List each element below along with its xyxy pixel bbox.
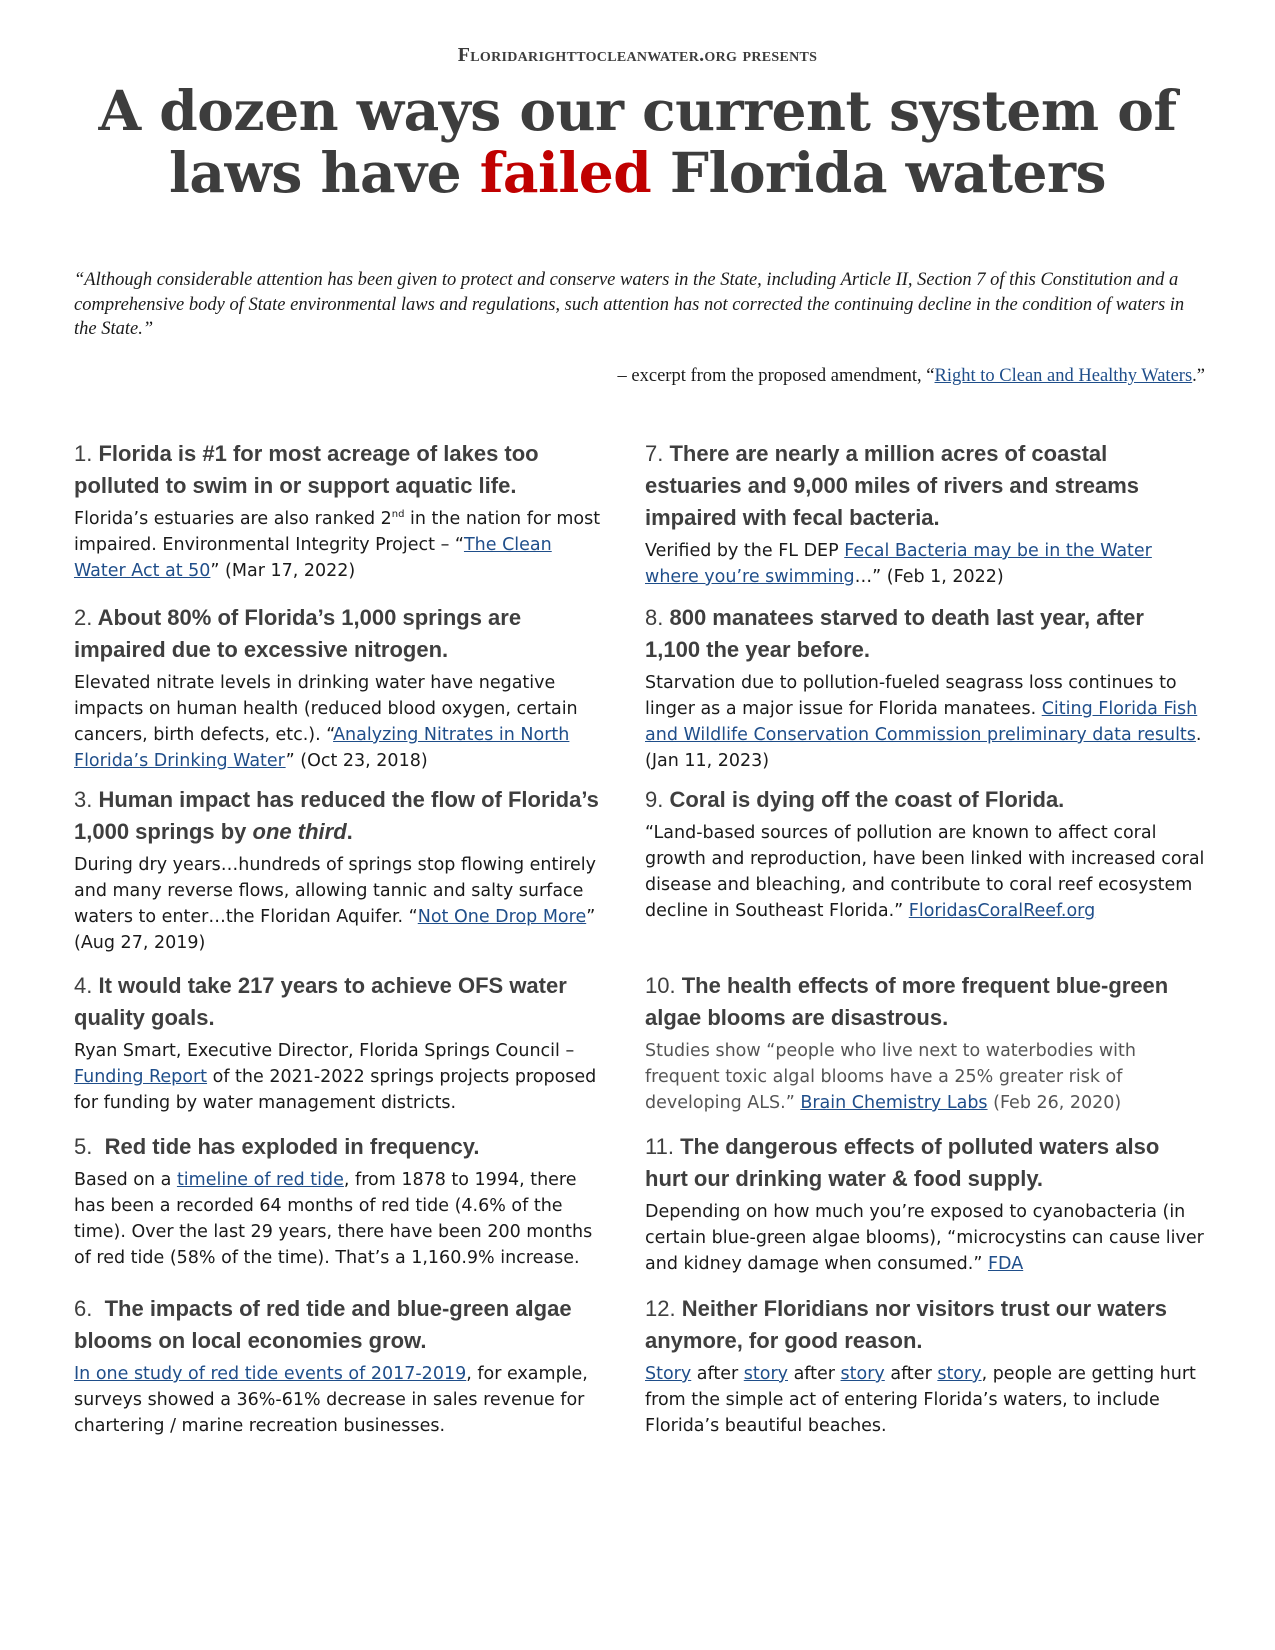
page-title <box>60 80 1215 204</box>
nitrates-link[interactable]: Analyzing Nitrates in North Florida’s Drinking Water <box>74 725 570 771</box>
item-heading <box>74 602 602 666</box>
item-body-text: ” (Aug 27, 2019) <box>74 907 596 953</box>
list-item-4 <box>74 970 602 1116</box>
item-body-text: , for example, surveys showed a 36%-61% decrease in sales revenue for chartering / marine recreation businesses. <box>74 1364 588 1436</box>
list-item-11 <box>645 1131 1205 1277</box>
item-heading <box>645 602 1205 666</box>
item-number: 6. <box>74 1296 93 1321</box>
item-body-text: Florida’s estuaries are also ranked 2 <box>74 509 392 529</box>
item-heading-emphasis: one third <box>252 819 347 844</box>
item-body-text: after <box>691 1364 744 1384</box>
item-body-text: Based on a <box>74 1170 177 1190</box>
fecal-bacteria-link[interactable]: Fecal Bacteria may be in the Water where you’re swimming <box>645 541 1152 587</box>
clean-water-act-link[interactable]: The Clean Water Act at 50 <box>74 535 552 581</box>
list-item-3 <box>74 784 602 956</box>
item-number: 8. <box>645 605 664 630</box>
item-heading <box>645 970 1205 1034</box>
presents-line: Floridarighttocleanwater.org presents <box>457 44 818 66</box>
item-heading <box>645 438 1205 534</box>
item-body <box>74 506 602 584</box>
item-heading <box>645 784 1205 816</box>
list-item-6 <box>74 1293 602 1439</box>
item-body-text: , from 1878 to 1994, there has been a recorded 64 months of red tide (4.6% of the time). Over the last 29 years, there have been 200 months of red tide (58% of the time). That’s a 1,160.9% increase. <box>74 1170 593 1268</box>
item-body-text: …” (Feb 1, 2022) <box>854 567 1004 587</box>
list-item-2 <box>74 602 602 774</box>
title-accent: failed <box>479 140 652 205</box>
item-heading-text: 800 manatees starved to death last year, after 1,100 the year before. <box>645 605 1144 662</box>
amendment-quote: “Although considerable attention has been given to protect and conserve waters in the State, including Article II, Section 7 of this Constitution and a comprehensive body of State environmental laws and regulations, such attention has not corrected the continuing decline in the condition of waters in the State.” <box>74 270 1185 339</box>
item-heading-text: Red tide has exploded in frequency. <box>104 1134 480 1159</box>
item-body-text: (Feb 26, 2020) <box>987 1093 1122 1113</box>
story-link-2[interactable]: story <box>743 1364 789 1384</box>
fwc-data-link[interactable]: Citing Florida Fish and Wildlife Conservation Commission preliminary data results <box>645 699 1198 745</box>
fda-link[interactable]: FDA <box>987 1254 1024 1274</box>
list-item-12 <box>645 1293 1205 1439</box>
item-number: 1. <box>74 441 93 466</box>
item-heading-text: Coral is dying off the coast of Florida. <box>669 787 1065 812</box>
item-heading-text: The health effects of more frequent blue-green algae blooms are disastrous. <box>645 973 1169 1030</box>
item-number: 3. <box>74 787 93 812</box>
item-number: 11. <box>645 1134 674 1159</box>
title-part-2: Florida waters <box>651 140 1106 205</box>
item-number: 5. <box>74 1134 93 1159</box>
list-item-1 <box>74 438 602 584</box>
story-link-1[interactable]: Story <box>645 1364 692 1384</box>
item-body <box>74 852 602 956</box>
red-tide-timeline-link[interactable]: timeline of red tide <box>176 1170 344 1190</box>
item-heading <box>74 1293 602 1357</box>
item-heading <box>74 1131 602 1163</box>
item-heading-text: . <box>346 819 353 844</box>
item-body-text: Starvation due to pollution-fueled seagrass loss continues to linger as a major issue for Florida manatees. <box>645 673 1177 719</box>
item-heading-text: About 80% of Florida’s 1,000 springs are impaired due to excessive nitrogen. <box>74 605 522 662</box>
funding-report-link[interactable]: Funding Report <box>74 1067 208 1087</box>
item-number: 4. <box>74 973 93 998</box>
item-body <box>645 1361 1205 1439</box>
item-number: 9. <box>645 787 664 812</box>
item-body <box>74 1361 602 1439</box>
item-body-text: after <box>788 1364 841 1384</box>
item-number: 12. <box>645 1296 676 1321</box>
superscript: nd <box>391 509 405 521</box>
item-number: 7. <box>645 441 664 466</box>
item-body-text: Verified by the FL DEP <box>645 541 845 561</box>
item-heading-text: It would take 217 years to achieve OFS water quality goals. <box>74 973 567 1030</box>
item-body-text: During dry years…hundreds of springs stop flowing entirely and many reverse flows, allowing tannic and salty surface waters to enter…the Floridan Aquifer. “ <box>74 855 597 927</box>
item-heading <box>74 970 602 1034</box>
item-body-text: , people are getting hurt from the simple act of entering Florida’s waters, to include Florida’s beautiful beaches. <box>645 1364 1196 1436</box>
item-heading <box>645 1293 1205 1357</box>
item-body-text: . (Jan 11, 2023) <box>645 725 1202 771</box>
item-body-text: after <box>884 1364 938 1384</box>
list-item-5 <box>74 1131 602 1271</box>
amendment-link[interactable]: Right to Clean and Healthy Waters <box>934 366 1193 386</box>
story-link-3[interactable]: story <box>840 1364 885 1384</box>
coral-reef-link[interactable]: FloridasCoralReef.org <box>908 901 1096 921</box>
item-heading <box>74 438 602 502</box>
brain-chemistry-labs-link[interactable]: Brain Chemistry Labs <box>800 1093 988 1113</box>
item-heading-text: Florida is #1 for most acreage of lakes too polluted to swim in or support aquatic life. <box>74 441 539 498</box>
item-body-text: ” (Mar 17, 2022) <box>210 561 356 581</box>
title-part-1: A dozen ways our current system of laws have <box>98 78 1177 205</box>
attribution-suffix: .” <box>1192 366 1205 386</box>
item-body-text: Studies show “people who live next to waterbodies with frequent toxic algal blooms have a 25% greater risk of developing ALS.” <box>645 1041 1136 1113</box>
item-body-text: Ryan Smart, Executive Director, Florida Springs Council – <box>74 1041 575 1061</box>
item-body-text: ” (Oct 23, 2018) <box>285 751 428 771</box>
item-body <box>645 1199 1205 1277</box>
item-body-text: Elevated nitrate levels in drinking water have negative impacts on human health (reduced blood oxygen, certain cancers, birth defects, etc.). “ <box>74 673 578 745</box>
item-body <box>74 1038 602 1116</box>
item-body-text: in the nation for most impaired. Environmental Integrity Project – “ <box>74 509 601 555</box>
red-tide-study-link[interactable]: In one study of red tide events of 2017-2019 <box>74 1364 467 1384</box>
item-body <box>645 820 1205 924</box>
item-body-text: Depending on how much you’re exposed to cyanobacteria (in certain blue-green algae blooms), “microcystins can cause liver and kidney damage when consumed.” <box>645 1202 1204 1274</box>
item-body <box>645 538 1205 590</box>
item-body <box>645 1038 1205 1116</box>
story-link-4[interactable]: story <box>937 1364 982 1384</box>
item-heading-text: The dangerous effects of polluted waters also hurt our drinking water & food supply. <box>645 1134 1160 1191</box>
list-item-8 <box>645 602 1205 774</box>
item-body-text: “Land-based sources of pollution are known to affect coral growth and reproduction, have been linked with increased coral disease and bleaching, and contribute to coral reef ecosystem decline in Southeast Florida.” <box>645 823 1205 921</box>
list-item-9 <box>645 784 1205 924</box>
item-heading-text: Neither Floridians nor visitors trust our waters anymore, for good reason. <box>645 1296 1168 1353</box>
attribution-prefix: – excerpt from the proposed amendment, “ <box>617 366 935 386</box>
item-heading-text: The impacts of red tide and blue-green algae blooms on local economies grow. <box>74 1296 572 1353</box>
item-body <box>74 670 602 774</box>
item-heading-text: There are nearly a million acres of coastal estuaries and 9,000 miles of rivers and streams impaired with fecal bacteria. <box>645 441 1140 530</box>
item-body-text: of the 2021-2022 springs projects proposed for funding by water management districts. <box>74 1067 597 1113</box>
not-one-drop-more-link[interactable]: Not One Drop More <box>417 907 587 927</box>
list-item-7 <box>645 438 1205 590</box>
item-heading <box>645 1131 1205 1195</box>
item-number: 10. <box>645 973 676 998</box>
quote-attribution <box>618 366 1205 387</box>
item-number: 2. <box>74 605 93 630</box>
item-body <box>74 1167 602 1271</box>
item-heading <box>74 784 602 848</box>
item-heading-text: Human impact has reduced the flow of Florida’s 1,000 springs by <box>74 787 599 844</box>
item-body <box>645 670 1205 774</box>
list-item-10 <box>645 970 1205 1116</box>
